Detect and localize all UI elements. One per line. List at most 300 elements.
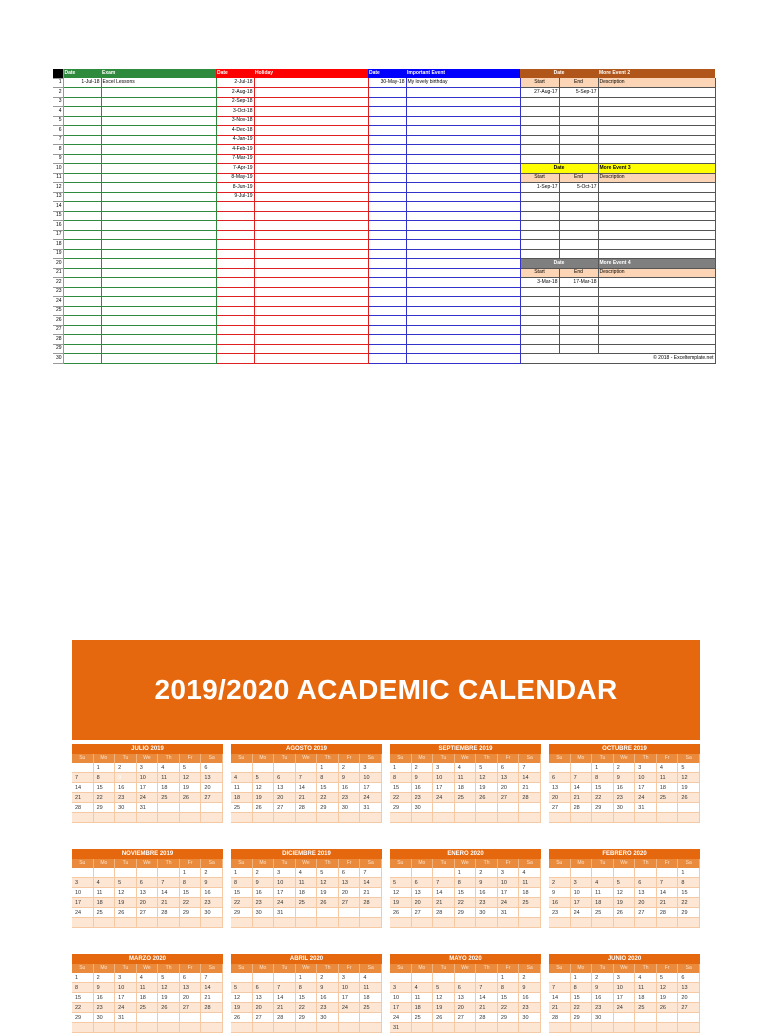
event-start-cell	[520, 297, 559, 307]
important-name-cell	[406, 249, 520, 259]
holiday-name-cell	[254, 297, 368, 307]
important-date-cell	[368, 135, 406, 145]
day-cell: 18	[455, 783, 477, 793]
weekday-header: Tu	[592, 859, 614, 868]
day-cell: 19	[657, 993, 679, 1003]
day-cell: 2	[253, 868, 275, 878]
empty-day-cell	[614, 1013, 636, 1023]
event-start-cell	[520, 316, 559, 326]
important-date-cell	[368, 335, 406, 345]
event-end-cell	[559, 306, 598, 316]
weekday-header: Tu	[433, 754, 455, 763]
exam-date-cell	[63, 354, 101, 364]
empty-day-cell	[231, 918, 253, 928]
exam-date-cell	[63, 344, 101, 354]
empty-day-cell	[476, 1023, 498, 1033]
event-start-cell	[520, 145, 559, 155]
day-cell: 17	[614, 993, 636, 1003]
empty-day-cell	[412, 973, 434, 983]
day-cell: 3	[339, 973, 361, 983]
weekday-header: We	[455, 964, 477, 973]
row-number: 3	[53, 97, 63, 107]
exam-date-cell	[63, 135, 101, 145]
day-cell: 24	[72, 908, 94, 918]
day-cell: 4	[296, 868, 318, 878]
day-cell: 21	[571, 793, 593, 803]
day-cell: 5	[476, 763, 498, 773]
day-cell: 4	[94, 878, 116, 888]
day-cell: 22	[498, 1003, 520, 1013]
event-description-cell	[598, 126, 715, 136]
row-number: 6	[53, 126, 63, 136]
empty-day-cell	[339, 1013, 361, 1023]
day-cell: 1	[180, 868, 202, 878]
day-cell: 26	[657, 1003, 679, 1013]
important-date-cell	[368, 164, 406, 174]
day-cell: 18	[657, 783, 679, 793]
day-cell: 15	[180, 888, 202, 898]
empty-day-cell	[231, 763, 253, 773]
empty-day-cell	[657, 813, 679, 823]
day-cell: 4	[137, 973, 159, 983]
weekday-header: Fr	[498, 859, 520, 868]
row-number: 24	[53, 297, 63, 307]
weekday-header: Su	[231, 754, 253, 763]
empty-day-cell	[390, 973, 412, 983]
table-row	[53, 221, 715, 231]
holiday-name-cell	[254, 211, 368, 221]
day-cell: 12	[614, 888, 636, 898]
day-cell: 21	[476, 1003, 498, 1013]
day-cell: 4	[455, 763, 477, 773]
empty-day-cell	[412, 1023, 434, 1033]
event-end-cell	[559, 116, 598, 126]
holiday-name-cell	[254, 116, 368, 126]
day-cell: 10	[433, 773, 455, 783]
day-cell: 27	[549, 803, 571, 813]
day-cell: 6	[339, 868, 361, 878]
holiday-name-cell	[254, 306, 368, 316]
row-number: 5	[53, 116, 63, 126]
holiday-date-cell	[216, 325, 254, 335]
day-cell: 31	[137, 803, 159, 813]
empty-day-cell	[158, 1013, 180, 1023]
day-cell: 7	[476, 983, 498, 993]
exam-date-cell	[63, 278, 101, 288]
event-description-cell	[598, 97, 715, 107]
day-cell: 29	[231, 908, 253, 918]
day-cell: 2	[592, 973, 614, 983]
holiday-date-cell: 8-May-19	[216, 173, 254, 183]
day-cell: 18	[231, 793, 253, 803]
calendar-title: 2019/2020 ACADEMIC CALENDAR	[154, 674, 618, 705]
empty-day-cell	[433, 868, 455, 878]
day-cell: 3	[274, 868, 296, 878]
weekday-header: We	[137, 859, 159, 868]
weekday-header: We	[296, 754, 318, 763]
event-end-cell	[559, 335, 598, 345]
day-cell: 14	[296, 783, 318, 793]
empty-day-cell	[678, 813, 700, 823]
empty-day-cell	[360, 813, 382, 823]
holiday-name-cell	[254, 278, 368, 288]
weekday-header: Tu	[433, 859, 455, 868]
empty-day-cell	[519, 918, 541, 928]
weekday-header: Th	[158, 754, 180, 763]
event-end-cell: 5-Oct-17	[559, 183, 598, 193]
empty-day-cell	[360, 1023, 382, 1033]
empty-day-cell	[339, 1023, 361, 1033]
day-cell: 15	[592, 783, 614, 793]
day-cell: 27	[412, 908, 434, 918]
exam-date-cell	[63, 335, 101, 345]
exam-date-cell	[63, 202, 101, 212]
row-number: 15	[53, 211, 63, 221]
day-cell: 3	[360, 763, 382, 773]
table-row	[53, 211, 715, 221]
day-cell: 13	[137, 888, 159, 898]
day-cell: 30	[476, 908, 498, 918]
holiday-date-cell: 4-Dec-18	[216, 126, 254, 136]
weekday-header: Su	[72, 964, 94, 973]
holiday-date-cell: 4-Feb-19	[216, 145, 254, 155]
important-date-cell	[368, 126, 406, 136]
event-start-cell	[520, 202, 559, 212]
event-description-cell	[598, 316, 715, 326]
day-cell: 9	[317, 983, 339, 993]
holiday-name-cell	[254, 259, 368, 269]
exam-name-cell	[101, 97, 216, 107]
exam-date-cell	[63, 268, 101, 278]
day-cell: 30	[94, 1013, 116, 1023]
empty-day-cell	[433, 1023, 455, 1033]
holiday-date-cell: 2-Jul-18	[216, 78, 254, 88]
day-cell: 2	[115, 763, 137, 773]
important-name-cell	[406, 344, 520, 354]
day-cell: 12	[253, 783, 275, 793]
day-cell: 20	[274, 793, 296, 803]
month-title: MAYO 2020	[390, 954, 541, 964]
day-cell: 2	[476, 868, 498, 878]
day-cell: 23	[519, 1003, 541, 1013]
important-date-cell	[368, 183, 406, 193]
day-cell: 12	[476, 773, 498, 783]
day-cell: 5	[158, 973, 180, 983]
day-cell: 28	[360, 898, 382, 908]
day-cell: 25	[519, 898, 541, 908]
day-cell: 26	[433, 1013, 455, 1023]
holiday-header: Holiday	[254, 69, 368, 78]
day-cell: 25	[137, 1003, 159, 1013]
day-cell: 18	[94, 898, 116, 908]
day-cell: 30	[253, 908, 275, 918]
event-end-cell	[559, 287, 598, 297]
day-cell: 21	[519, 783, 541, 793]
day-cell: 4	[657, 763, 679, 773]
important-name-cell	[406, 354, 520, 364]
empty-day-cell	[455, 1023, 477, 1033]
event-end-cell: End	[559, 173, 598, 183]
day-cell: 31	[390, 1023, 412, 1033]
day-cell: 23	[549, 908, 571, 918]
weekday-header: Mo	[412, 964, 434, 973]
weekday-header: Th	[317, 859, 339, 868]
empty-day-cell	[549, 918, 571, 928]
day-cell: 13	[498, 773, 520, 783]
table-row	[53, 135, 715, 145]
table-row	[53, 230, 715, 240]
important-date-cell	[368, 221, 406, 231]
day-cell: 11	[592, 888, 614, 898]
holiday-name-cell	[254, 88, 368, 98]
table-row	[53, 88, 715, 98]
important-date-cell	[368, 192, 406, 202]
empty-day-cell	[72, 763, 94, 773]
day-cell: 8	[296, 983, 318, 993]
important-date-cell	[368, 88, 406, 98]
row-number: 25	[53, 306, 63, 316]
weekday-header: Sa	[519, 859, 541, 868]
important-date-header: Date	[368, 69, 406, 78]
empty-day-cell	[549, 763, 571, 773]
day-cell: 12	[180, 773, 202, 783]
event-end-cell	[559, 97, 598, 107]
day-cell: 19	[390, 898, 412, 908]
day-cell: 8	[72, 983, 94, 993]
weekday-header: Sa	[519, 964, 541, 973]
table-row	[53, 344, 715, 354]
holiday-name-cell	[254, 107, 368, 117]
empty-day-cell	[180, 918, 202, 928]
table-row	[53, 259, 715, 269]
important-name-cell	[406, 297, 520, 307]
event-start-cell	[520, 135, 559, 145]
holiday-date-cell	[216, 221, 254, 231]
important-date-cell	[368, 268, 406, 278]
day-cell: 11	[231, 783, 253, 793]
empty-day-cell	[433, 973, 455, 983]
event-start-cell: Start	[520, 268, 559, 278]
day-cell: 19	[158, 993, 180, 1003]
event-end-cell: End	[559, 78, 598, 88]
empty-day-cell	[201, 803, 223, 813]
holiday-date-cell: 3-Nov-18	[216, 116, 254, 126]
event-sheet	[53, 69, 715, 361]
exam-name-cell	[101, 126, 216, 136]
day-cell: 5	[231, 983, 253, 993]
empty-day-cell	[657, 868, 679, 878]
day-cell: 28	[657, 908, 679, 918]
exam-date-cell	[63, 211, 101, 221]
day-cell: 21	[360, 888, 382, 898]
exam-name-cell	[101, 297, 216, 307]
day-cell: 28	[158, 908, 180, 918]
empty-day-cell	[498, 813, 520, 823]
day-cell: 30	[317, 1013, 339, 1023]
important-name-cell	[406, 154, 520, 164]
event-description-cell	[598, 325, 715, 335]
day-cell: 3	[390, 983, 412, 993]
day-cell: 8	[592, 773, 614, 783]
day-cell: 17	[498, 888, 520, 898]
weekday-header: Th	[635, 859, 657, 868]
empty-day-cell	[137, 868, 159, 878]
empty-day-cell	[94, 918, 116, 928]
event-end-cell	[559, 230, 598, 240]
weekday-header: Sa	[201, 964, 223, 973]
day-cell: 31	[274, 908, 296, 918]
empty-day-cell	[274, 918, 296, 928]
month-calendar	[549, 744, 700, 823]
day-cell: 7	[433, 878, 455, 888]
day-cell: 28	[433, 908, 455, 918]
holiday-name-cell	[254, 78, 368, 88]
day-cell: 6	[498, 763, 520, 773]
month-title: JUNIO 2020	[549, 954, 700, 964]
day-cell: 9	[614, 773, 636, 783]
event-start-cell	[520, 192, 559, 202]
day-cell: 16	[549, 898, 571, 908]
holiday-date-cell	[216, 211, 254, 221]
important-name-cell	[406, 107, 520, 117]
day-cell: 29	[498, 1013, 520, 1023]
event-description-cell	[598, 88, 715, 98]
weekday-header: Fr	[657, 859, 679, 868]
day-cell: 28	[571, 803, 593, 813]
event-end-cell	[559, 316, 598, 326]
exam-date-cell	[63, 259, 101, 269]
important-name-cell	[406, 126, 520, 136]
day-cell: 30	[592, 1013, 614, 1023]
event-description-cell	[598, 192, 715, 202]
day-cell: 18	[360, 993, 382, 1003]
day-cell: 13	[180, 983, 202, 993]
day-cell: 10	[498, 878, 520, 888]
important-date-cell	[368, 306, 406, 316]
day-cell: 4	[412, 983, 434, 993]
weekday-header: We	[137, 754, 159, 763]
day-cell: 11	[94, 888, 116, 898]
day-cell: 1	[317, 763, 339, 773]
empty-day-cell	[498, 1023, 520, 1033]
month-calendar	[390, 849, 541, 928]
event-description-cell	[598, 154, 715, 164]
empty-day-cell	[614, 918, 636, 928]
day-cell: 20	[412, 898, 434, 908]
important-name-cell	[406, 97, 520, 107]
day-cell: 25	[412, 1013, 434, 1023]
day-cell: 26	[678, 793, 700, 803]
holiday-name-cell	[254, 249, 368, 259]
day-cell: 18	[635, 993, 657, 1003]
day-cell: 16	[412, 783, 434, 793]
day-cell: 29	[317, 803, 339, 813]
empty-day-cell	[115, 868, 137, 878]
important-name-cell	[406, 230, 520, 240]
exam-date-cell	[63, 192, 101, 202]
day-cell: 23	[592, 1003, 614, 1013]
day-cell: 26	[476, 793, 498, 803]
day-cell: 19	[231, 1003, 253, 1013]
row-number: 18	[53, 240, 63, 250]
empty-day-cell	[158, 813, 180, 823]
weekday-header: Tu	[592, 964, 614, 973]
holiday-date-cell: 7-Apr-19	[216, 164, 254, 174]
empty-day-cell	[571, 813, 593, 823]
day-cell: 8	[94, 773, 116, 783]
empty-day-cell	[657, 918, 679, 928]
important-date-cell	[368, 173, 406, 183]
row-number: 30	[53, 354, 63, 364]
day-cell: 12	[231, 993, 253, 1003]
day-cell: 26	[390, 908, 412, 918]
day-cell: 29	[94, 803, 116, 813]
holiday-date-cell: 3-Oct-18	[216, 107, 254, 117]
row-number: 14	[53, 202, 63, 212]
day-cell: 10	[339, 983, 361, 993]
weekday-header: Fr	[180, 754, 202, 763]
important-name-cell: My lovely birthday	[406, 78, 520, 88]
day-cell: 20	[635, 898, 657, 908]
day-cell: 1	[571, 973, 593, 983]
empty-day-cell	[180, 813, 202, 823]
day-cell: 24	[137, 793, 159, 803]
weekday-header: Fr	[339, 964, 361, 973]
day-cell: 22	[72, 1003, 94, 1013]
day-cell: 11	[455, 773, 477, 783]
month-title: JULIO 2019	[72, 744, 223, 754]
day-cell: 14	[201, 983, 223, 993]
day-cell: 29	[678, 908, 700, 918]
day-cell: 26	[231, 1013, 253, 1023]
empty-day-cell	[201, 1023, 223, 1033]
exam-date-cell	[63, 88, 101, 98]
empty-day-cell	[72, 813, 94, 823]
weekday-header: We	[614, 859, 636, 868]
important-name-cell	[406, 145, 520, 155]
exam-date-cell	[63, 287, 101, 297]
table-row	[53, 278, 715, 288]
day-cell: 19	[180, 783, 202, 793]
day-cell: 29	[296, 1013, 318, 1023]
holiday-date-cell: 7-Mar-19	[216, 154, 254, 164]
event-start-cell	[520, 154, 559, 164]
day-cell: 12	[433, 993, 455, 1003]
day-cell: 16	[339, 783, 361, 793]
month-title: MARZO 2020	[72, 954, 223, 964]
day-cell: 9	[339, 773, 361, 783]
day-cell: 7	[657, 878, 679, 888]
weekday-header: Th	[476, 754, 498, 763]
day-cell: 13	[253, 993, 275, 1003]
exam-name-cell	[101, 335, 216, 345]
row-number: 29	[53, 344, 63, 354]
day-cell: 28	[549, 1013, 571, 1023]
holiday-date-cell	[216, 287, 254, 297]
day-cell: 7	[72, 773, 94, 783]
empty-day-cell	[678, 1013, 700, 1023]
day-cell: 29	[592, 803, 614, 813]
weekday-header: We	[614, 964, 636, 973]
more2-date-header: Date	[520, 69, 598, 78]
event-start-cell	[520, 335, 559, 345]
weekday-header: We	[296, 964, 318, 973]
day-cell: 27	[274, 803, 296, 813]
empty-day-cell	[412, 813, 434, 823]
event-end-cell	[559, 154, 598, 164]
holiday-date-cell	[216, 344, 254, 354]
day-cell: 29	[72, 1013, 94, 1023]
